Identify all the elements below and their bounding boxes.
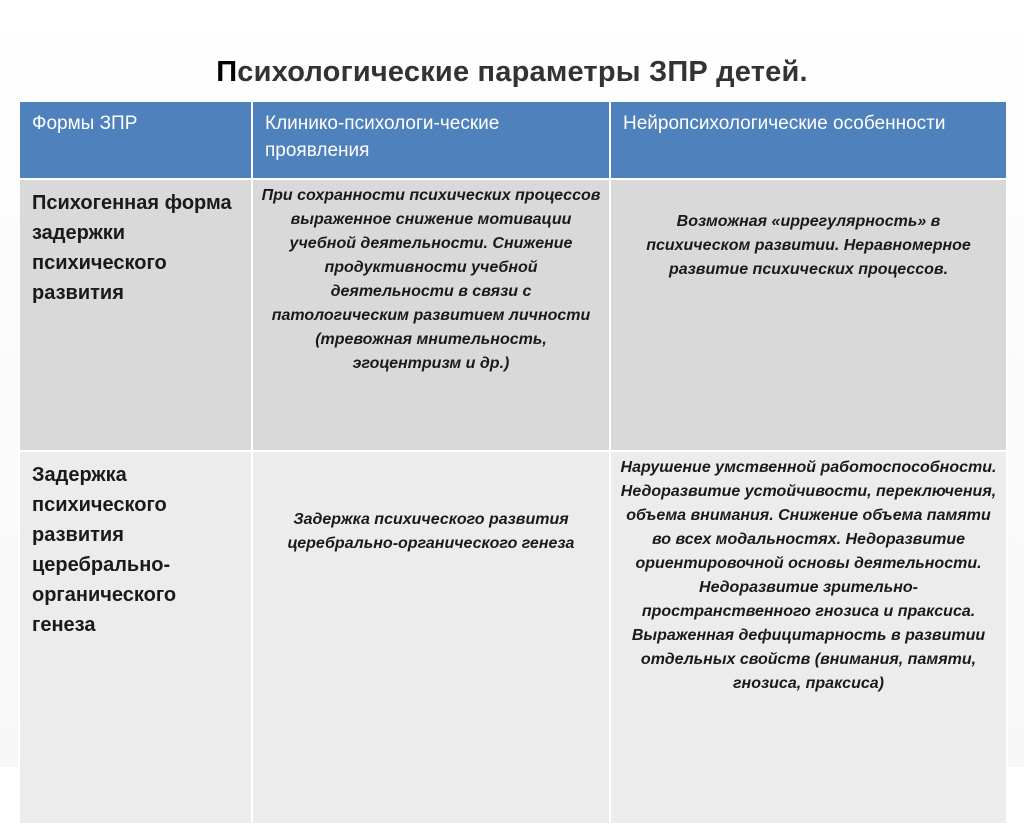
title-text: сихологические параметры ЗПР детей. [237,56,808,88]
header-forms: Формы ЗПР [19,101,252,179]
row-clinical-cell: Задержка психического развития церебрально-органического генеза [252,451,610,824]
row-form-name: Психогенная форма задержки психического развития [19,179,252,451]
row-neuro-cell: Возможная «иррегулярность» в психическом развитии. Неравномерное развитие психических процессов. [610,179,1007,451]
row-neuro-cell: Нарушение умственной работоспособности. Недоразвитие устойчивости, переключения, объема внимания. Снижение объема памяти во всех модальностях. Недоразвитие ориентировочной основы деятельности. Недоразвитие зрительно-пространственного гнозиса и праксиса. Выраженная дефицитарность в развитии отдельных свойств (внимания, памяти, гнозиса, праксиса) [610,451,1007,824]
title-first-letter: П [216,56,238,88]
table-header-row [19,101,1007,179]
row-form-name: Задержка психического развития церебрально-органического генеза [19,451,252,824]
table-row [19,451,1007,824]
header-clinical: Клинико-психологи-ческие проявления [252,101,610,179]
zpr-table [18,100,1008,825]
table-row [19,179,1007,451]
header-neuro: Нейропсихологические особенности [610,101,1007,179]
slide-title [0,56,1024,89]
row-clinical-cell: При сохранности психических процессов выраженное снижение мотивации учебной деятельности. Снижение продуктивности учебной деятельности в связи с патологическим развитием личности (тревожная мнительность, эгоцентризм и др.) [252,179,610,451]
